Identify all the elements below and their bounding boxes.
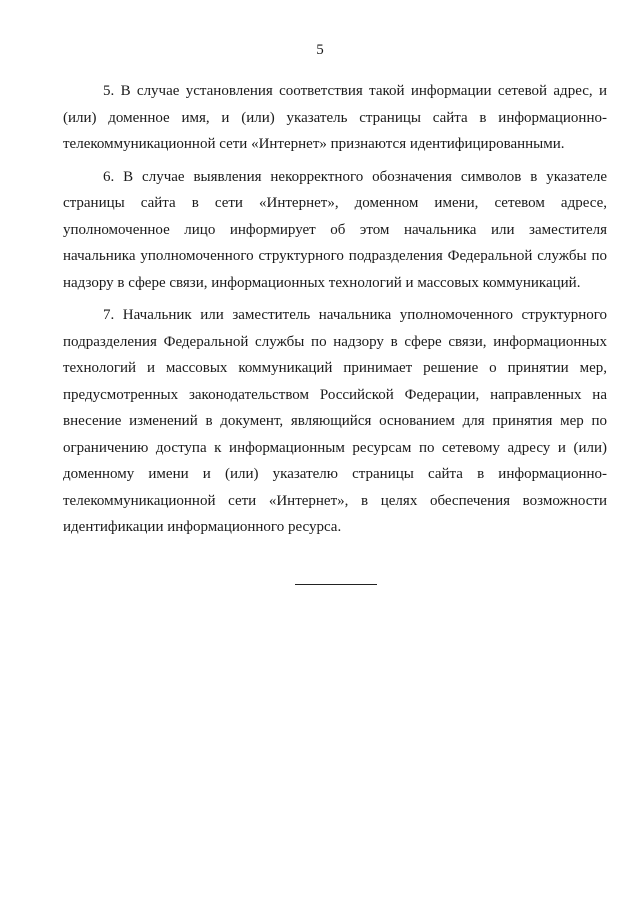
document-body — [63, 78, 607, 547]
paragraph-5: 5. В случае установления соответствия такой информации сетевой адрес, и (или) доменное имя, и (или) указатель страницы сайта в информационно-телекоммуникационной сети «Интернет» признаются идентифицированными. — [63, 83, 607, 152]
paragraph-6: 6. В случае выявления некорректного обозначения символов в указателе страницы сайта в сети «Интернет», доменном имени, сетевом адресе, уполномоченное лицо информирует об этом начальника или заместителя начальника уполномоченного структурного подразделения Федеральной службы по надзору в сфере связи, информационных технологий и массовых коммуникаций. — [63, 168, 607, 291]
page-number: 5 — [316, 42, 324, 58]
paragraph-7: 7. Начальник или заместитель начальника уполномоченного структурного подразделения Федеральной службы по надзору в сфере связи, информационных технологий и массовых коммуникаций принимает решение о принятии мер, предусмотренных законодательством Российской Федерации, направленных на внесение изменений в документ, являющийся основанием для принятия мер по ограничению доступа к информационным ресурсам по сетевому адресу и (или) доменному имени и (или) указателю страницы сайта в информационно-телекоммуникационной сети «Интернет», в целях обеспечения возможности идентификации информационного ресурса. — [63, 307, 607, 535]
end-separator-line — [295, 584, 377, 585]
